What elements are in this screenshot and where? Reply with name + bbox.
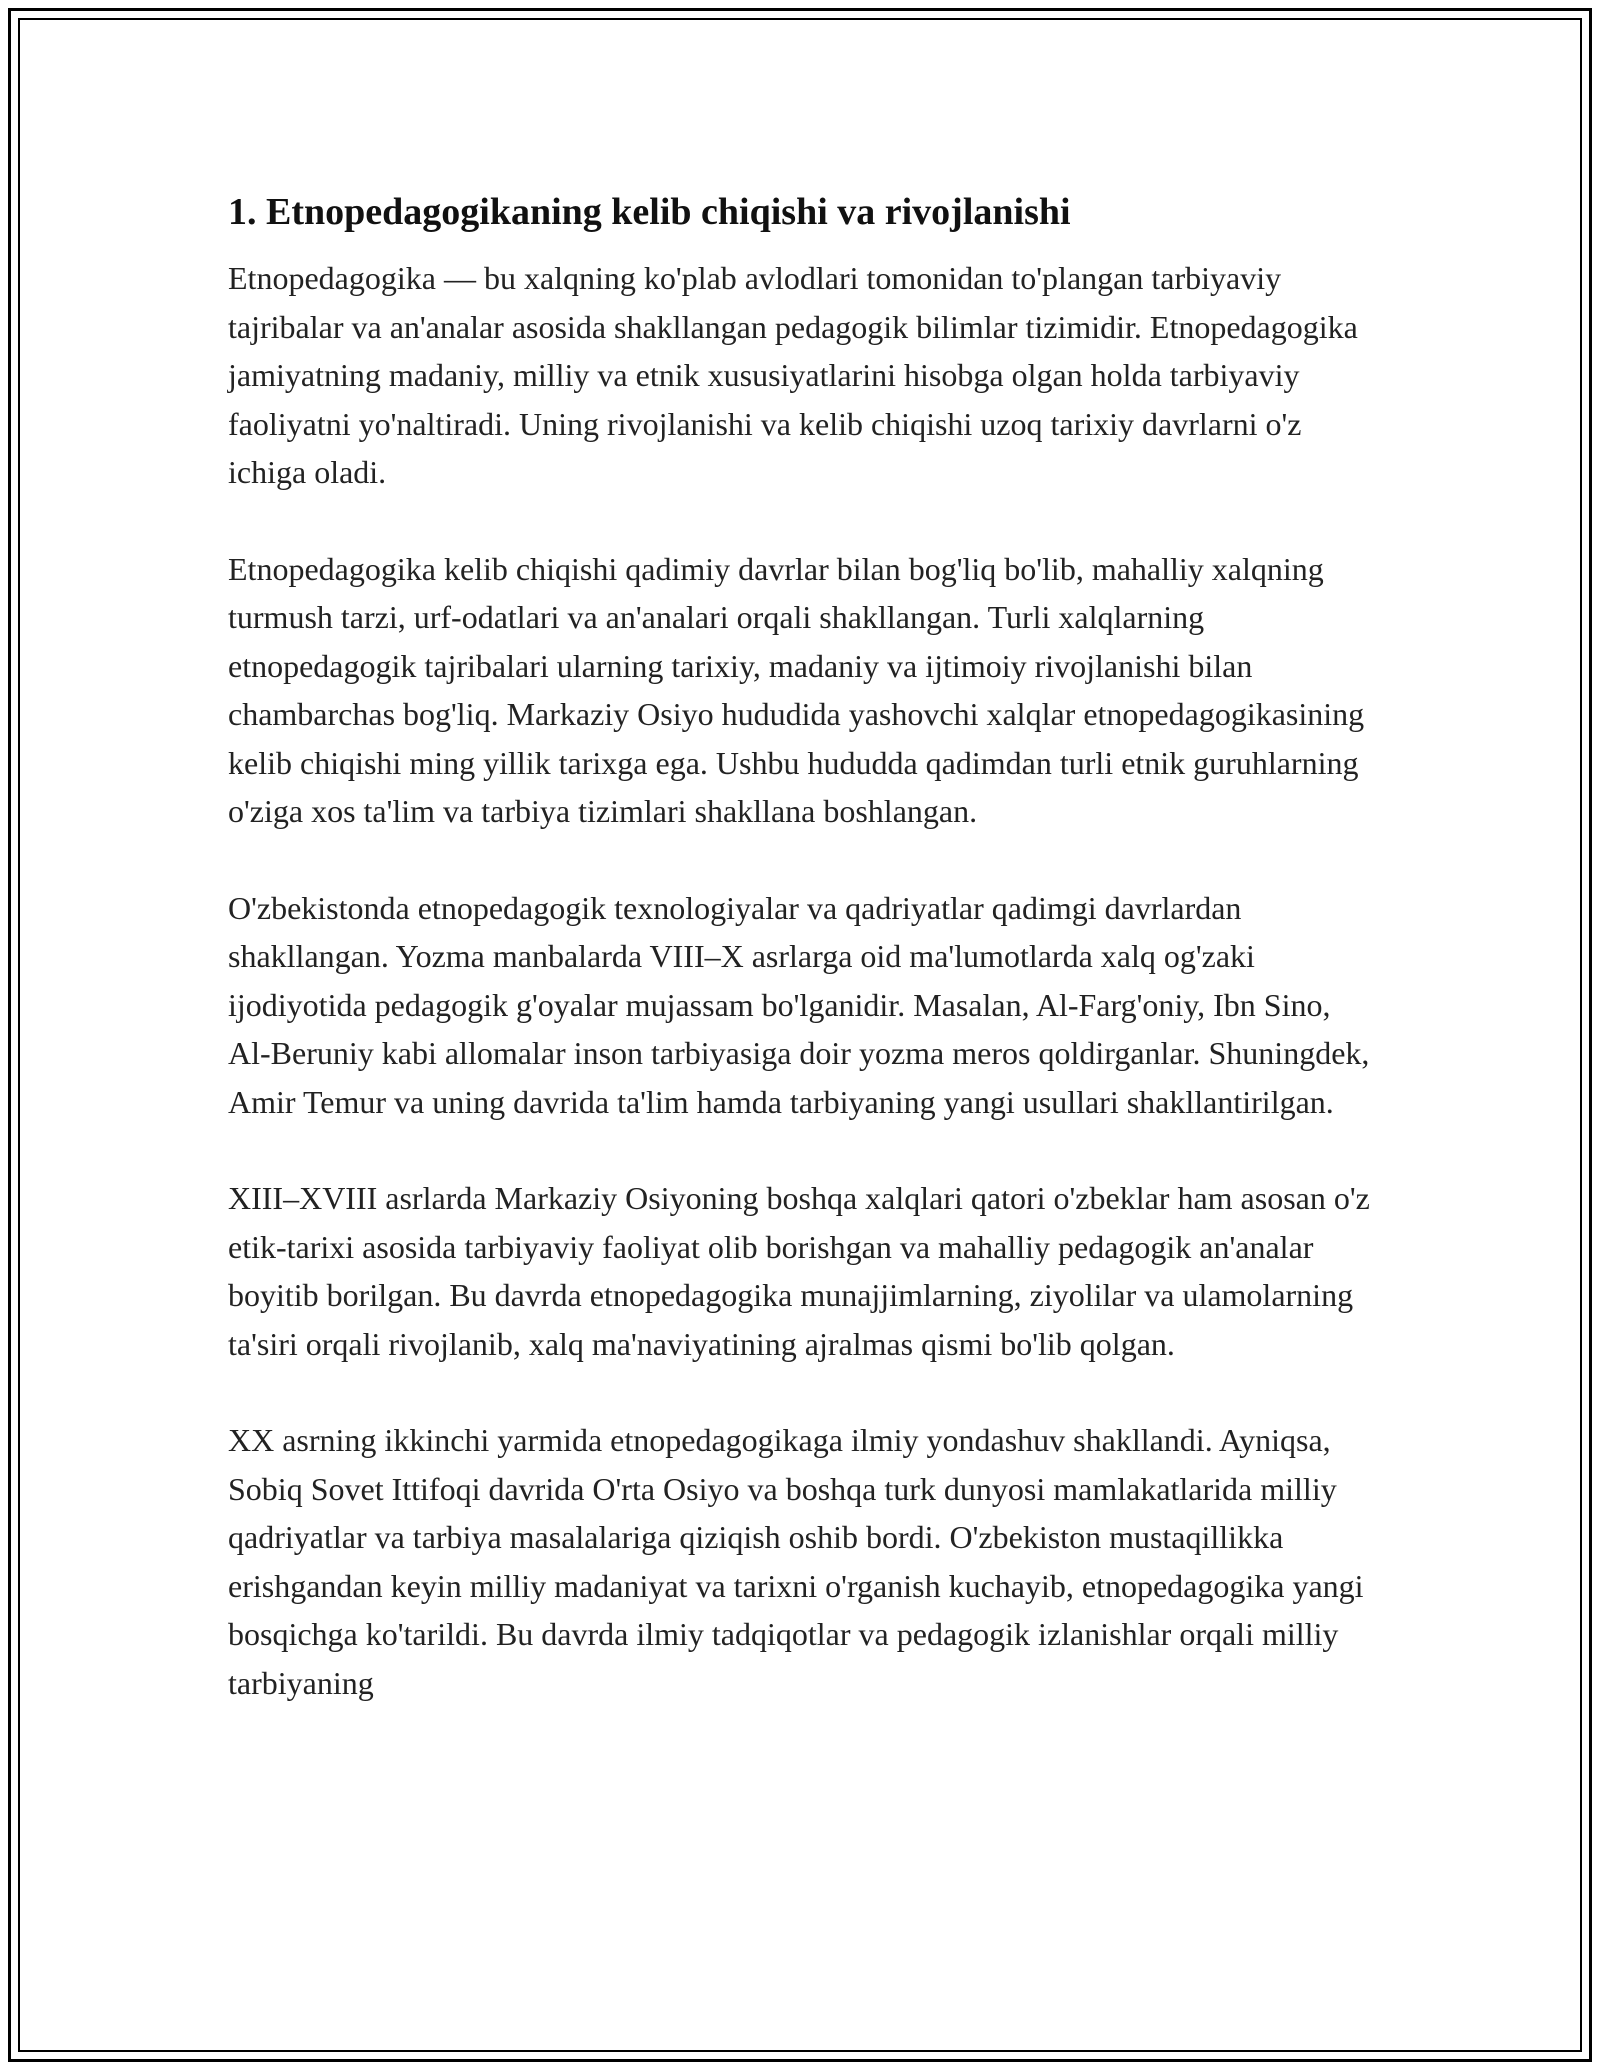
paragraph-2: Etnopedagogika kelib chiqishi qadimiy davrlar bilan bog'liq bo'lib, mahalliy xalqning turmush tarzi, urf-odatlari va an'analari orqali shakllangan. Turli xalqlarning etnopedagogik tajribalari ularning tarixiy, madaniy va ijtimoiy rivojlanishi bilan chambarchas bog'liq. Markaziy Osiyo hududida yashovchi xalqlar etnopedagogikasining kelib chiqishi ming yillik tarixga ega. Ushbu hududda qadimdan turli etnik guruhlarning o'ziga xos ta'lim va tarbiya tizimlari shakllana boshlangan. xyxy=(228,550,1365,829)
section-heading: 1. Etnopedagogikaning kelib chiqishi va rivojlanishi xyxy=(228,191,1071,233)
document-body xyxy=(228,186,1378,1755)
paragraph-5: XX asrning ikkinchi yarmida etnopedagogikaga ilmiy yondashuv shakllandi. Ayniqsa, Sobiq Sovet Ittifoqi davrida O'rta Osiyo va boshqa turk dunyosi mamlakatlarida milliy qadriyatlar va tarbiya masalalariga qiziqish oshib bordi. O'zbekiston mustaqillikka erishgandan keyin milliy madaniyat va tarixni o'rganish kuchayib, etnopedagogika yangi bosqichga ko'tarildi. Bu davrda ilmiy tadqiqotlar va pedagogik izlanishlar orqali milliy tarbiyaning xyxy=(228,1422,1364,1701)
paragraph-3: O'zbekistonda etnopedagogik texnologiyalar va qadriyatlar qadimgi davrlardan shakllangan. Yozma manbalarda VIII–X asrlarga oid ma'lumotlarda xalq og'zaki ijodiyotida pedagogik g'oyalar mujassam bo'lganidir. Masalan, Al-Farg'oniy, Ibn Sino, Al-Beruniy kabi allomalar inson tarbiyasiga doir yozma meros qoldirganlar. Shuningdek, Amir Temur va uning davrida ta'lim hamda tarbiyaning yangi usullari shakllantirilgan. xyxy=(228,889,1370,1120)
paragraph-1: Etnopedagogika — bu xalqning ko'plab avlodlari tomonidan to'plangan tarbiyaviy tajribalar va an'analar asosida shakllangan pedagogik bilimlar tizimidir. Etnopedagogika jamiyatning madaniy, milliy va etnik xususiyatlarini hisobga olgan holda tarbiyaviy faoliyatni yo'naltiradi. Uning rivojlanishi va kelib chiqishi uzoq tarixiy davrlarni o'z ichiga oladi. xyxy=(228,260,1358,490)
paragraph-4: XIII–XVIII asrlarda Markaziy Osiyoning boshqa xalqlari qatori o'zbeklar ham asosan o'z etik-tarixi asosida tarbiyaviy faoliyat olib borishgan va mahalliy pedagogik an'analar boyitib borilgan. Bu davrda etnopedagogika munajjimlarning, ziyolilar va ulamolarning ta'siri orqali rivojlanib, xalq ma'naviyatining ajralmas qismi bo'lib qolgan. xyxy=(228,1180,1370,1362)
